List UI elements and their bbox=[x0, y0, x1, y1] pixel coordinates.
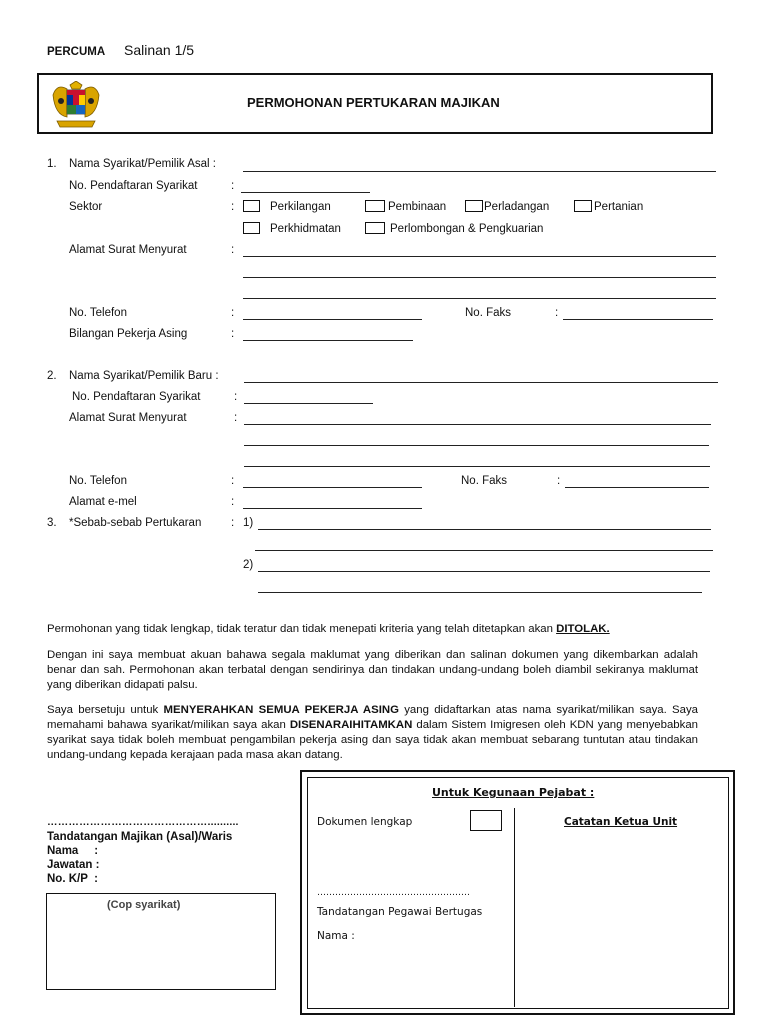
officer-signature-line[interactable]: …………………………………………… bbox=[317, 888, 470, 898]
blacklisted-emphasis: DISENARAIHITAMKAN bbox=[289, 719, 413, 731]
email-label: Alamat e-mel bbox=[69, 496, 137, 508]
original-phone-label: No. Telefon bbox=[69, 307, 127, 319]
office-use-inner bbox=[307, 777, 729, 1009]
signature-name-label: Nama : bbox=[47, 845, 99, 857]
reason-1-continuation[interactable] bbox=[255, 550, 713, 551]
rejected-emphasis: DITOLAK. bbox=[556, 623, 610, 635]
company-stamp-label: (Cop syarikat) bbox=[107, 899, 181, 911]
reason-1-number: 1) bbox=[243, 517, 254, 529]
new-address-line-1[interactable] bbox=[244, 424, 711, 425]
reason-2-number: 2) bbox=[243, 559, 254, 571]
original-registration-field[interactable] bbox=[241, 192, 370, 193]
sector-perkhidmatan-checkbox[interactable] bbox=[243, 222, 260, 234]
reasons-label: *Sebab-sebab Pertukaran bbox=[69, 517, 202, 529]
email-field[interactable] bbox=[243, 508, 422, 509]
new-address-label: Alamat Surat Menyurat bbox=[69, 412, 187, 424]
colon: : bbox=[231, 201, 235, 213]
section-1-number: 1. bbox=[47, 158, 57, 170]
colon: : bbox=[231, 328, 235, 340]
new-company-label: Nama Syarikat/Pemilik Baru : bbox=[69, 370, 219, 382]
company-stamp-box[interactable] bbox=[46, 893, 276, 990]
new-registration-label: No. Pendaftaran Syarikat bbox=[72, 391, 201, 403]
signature-position-label: Jawatan : bbox=[47, 859, 100, 871]
sector-perladangan-checkbox[interactable] bbox=[465, 200, 483, 212]
office-use-outer bbox=[300, 770, 735, 1015]
complete-documents-checkbox[interactable] bbox=[470, 810, 502, 831]
sector-label: Sektor bbox=[69, 201, 103, 213]
sector-perlombongan-checkbox[interactable] bbox=[365, 222, 385, 234]
original-registration-label: No. Pendaftaran Syarikat bbox=[69, 180, 198, 192]
employer-signature-label: Tandatangan Majikan (Asal)/Waris bbox=[47, 831, 233, 843]
original-address-line-1[interactable] bbox=[243, 256, 716, 257]
new-fax-label: No. Faks bbox=[461, 475, 508, 487]
original-company-field[interactable] bbox=[243, 171, 716, 172]
sector-pertanian-label: Pertanian bbox=[594, 201, 644, 213]
reason-2-field[interactable] bbox=[258, 571, 710, 572]
unit-head-notes-label: Catatan Ketua Unit bbox=[564, 816, 678, 828]
original-fax-field[interactable] bbox=[563, 319, 713, 320]
original-company-label: Nama Syarikat/Pemilik Asal : bbox=[69, 158, 216, 170]
colon: : bbox=[555, 307, 559, 319]
incomplete-notice-text: Permohonan yang tidak lengkap, tidak teratur dan tidak menepati kriteria yang telah ditetapkan akan bbox=[47, 623, 557, 635]
original-address-line-2[interactable] bbox=[243, 277, 716, 278]
consent-text-e: dalam Sistem Imigresen oleh KDN yang menyebabkan syarikat saya tidak boleh membuat pengambilan pekerja asing dan saya tidak akan membuat sebarang tuntutan atau tindakan undang-undang kepada kerajaan pada masa akan datang. bbox=[47, 719, 698, 761]
new-phone-label: No. Telefon bbox=[69, 475, 127, 487]
new-address-line-3[interactable] bbox=[244, 466, 710, 467]
consent-paragraph bbox=[47, 703, 698, 763]
new-phone-field[interactable] bbox=[243, 487, 422, 488]
title-box bbox=[37, 73, 713, 134]
original-address-line-3[interactable] bbox=[243, 298, 716, 299]
colon: : bbox=[557, 475, 561, 487]
new-fax-field[interactable] bbox=[565, 487, 709, 488]
new-company-field[interactable] bbox=[244, 382, 718, 383]
sector-perladangan-label: Perladangan bbox=[484, 201, 550, 213]
original-fax-label: No. Faks bbox=[465, 307, 512, 319]
colon: : bbox=[231, 475, 235, 487]
office-divider bbox=[514, 808, 515, 1007]
signature-line[interactable]: ……………………………………….......... bbox=[47, 816, 239, 828]
new-address-line-2[interactable] bbox=[244, 445, 709, 446]
consent-text-c: yang didaftarkan atas nama syarikat/milikan saya. Saya memahami bahawa syarikat/milikan saya akan bbox=[47, 704, 698, 731]
complete-documents-label: Dokumen lengkap bbox=[317, 816, 413, 828]
consent-text-a: Saya bersetuju untuk bbox=[47, 704, 164, 716]
colon: : bbox=[231, 180, 235, 192]
section-3-number: 3. bbox=[47, 517, 57, 529]
colon: : bbox=[234, 412, 238, 424]
declaration-paragraph: Dengan ini saya membuat akuan bahawa segala maklumat yang diberikan dan salinan dokumen yang dikembarkan adalah benar dan sah. Permohonan akan terbatal dengan sendirinya dan tindakan undang-undang boleh diambil sekiranya maklumat yang diberikan didapati palsu. bbox=[47, 649, 698, 691]
page-title: PERMOHONAN PERTUKARAN MAJIKAN bbox=[247, 95, 500, 110]
incomplete-notice bbox=[47, 622, 698, 637]
malaysia-coat-of-arms-icon bbox=[47, 81, 105, 129]
sector-pembinaan-checkbox[interactable] bbox=[365, 200, 385, 212]
colon: : bbox=[231, 496, 235, 508]
original-address-label: Alamat Surat Menyurat bbox=[69, 244, 187, 256]
section-2-number: 2. bbox=[47, 370, 57, 382]
sector-pembinaan-label: Pembinaan bbox=[388, 201, 447, 213]
colon: : bbox=[231, 517, 235, 529]
colon: : bbox=[234, 391, 238, 403]
reason-1-field[interactable] bbox=[258, 529, 711, 530]
signature-ic-label: No. K/P : bbox=[47, 873, 98, 885]
copy-label: Salinan 1/5 bbox=[124, 42, 195, 58]
sector-perkilangan-checkbox[interactable] bbox=[243, 200, 260, 212]
sector-perkhidmatan-label: Perkhidmatan bbox=[270, 223, 341, 235]
sector-pertanian-checkbox[interactable] bbox=[574, 200, 592, 212]
reason-2-continuation[interactable] bbox=[258, 592, 702, 593]
sector-perkilangan-label: Perkilangan bbox=[270, 201, 331, 213]
original-phone-field[interactable] bbox=[243, 319, 422, 320]
sector-perlombongan-label: Perlombongan & Pengkuarian bbox=[390, 223, 544, 235]
free-label: PERCUMA bbox=[47, 46, 106, 58]
foreign-workers-label: Bilangan Pekerja Asing bbox=[69, 328, 188, 340]
colon: : bbox=[231, 307, 235, 319]
foreign-workers-field[interactable] bbox=[243, 340, 413, 341]
surrender-workers-emphasis: MENYERAHKAN SEMUA PEKERJA ASING bbox=[163, 704, 399, 716]
officer-signature-label: Tandatangan Pegawai Bertugas bbox=[317, 906, 483, 918]
new-registration-field[interactable] bbox=[244, 403, 373, 404]
officer-name-label: Nama : bbox=[317, 930, 355, 942]
office-use-title: Untuk Kegunaan Pejabat : bbox=[432, 786, 595, 799]
colon: : bbox=[231, 244, 235, 256]
